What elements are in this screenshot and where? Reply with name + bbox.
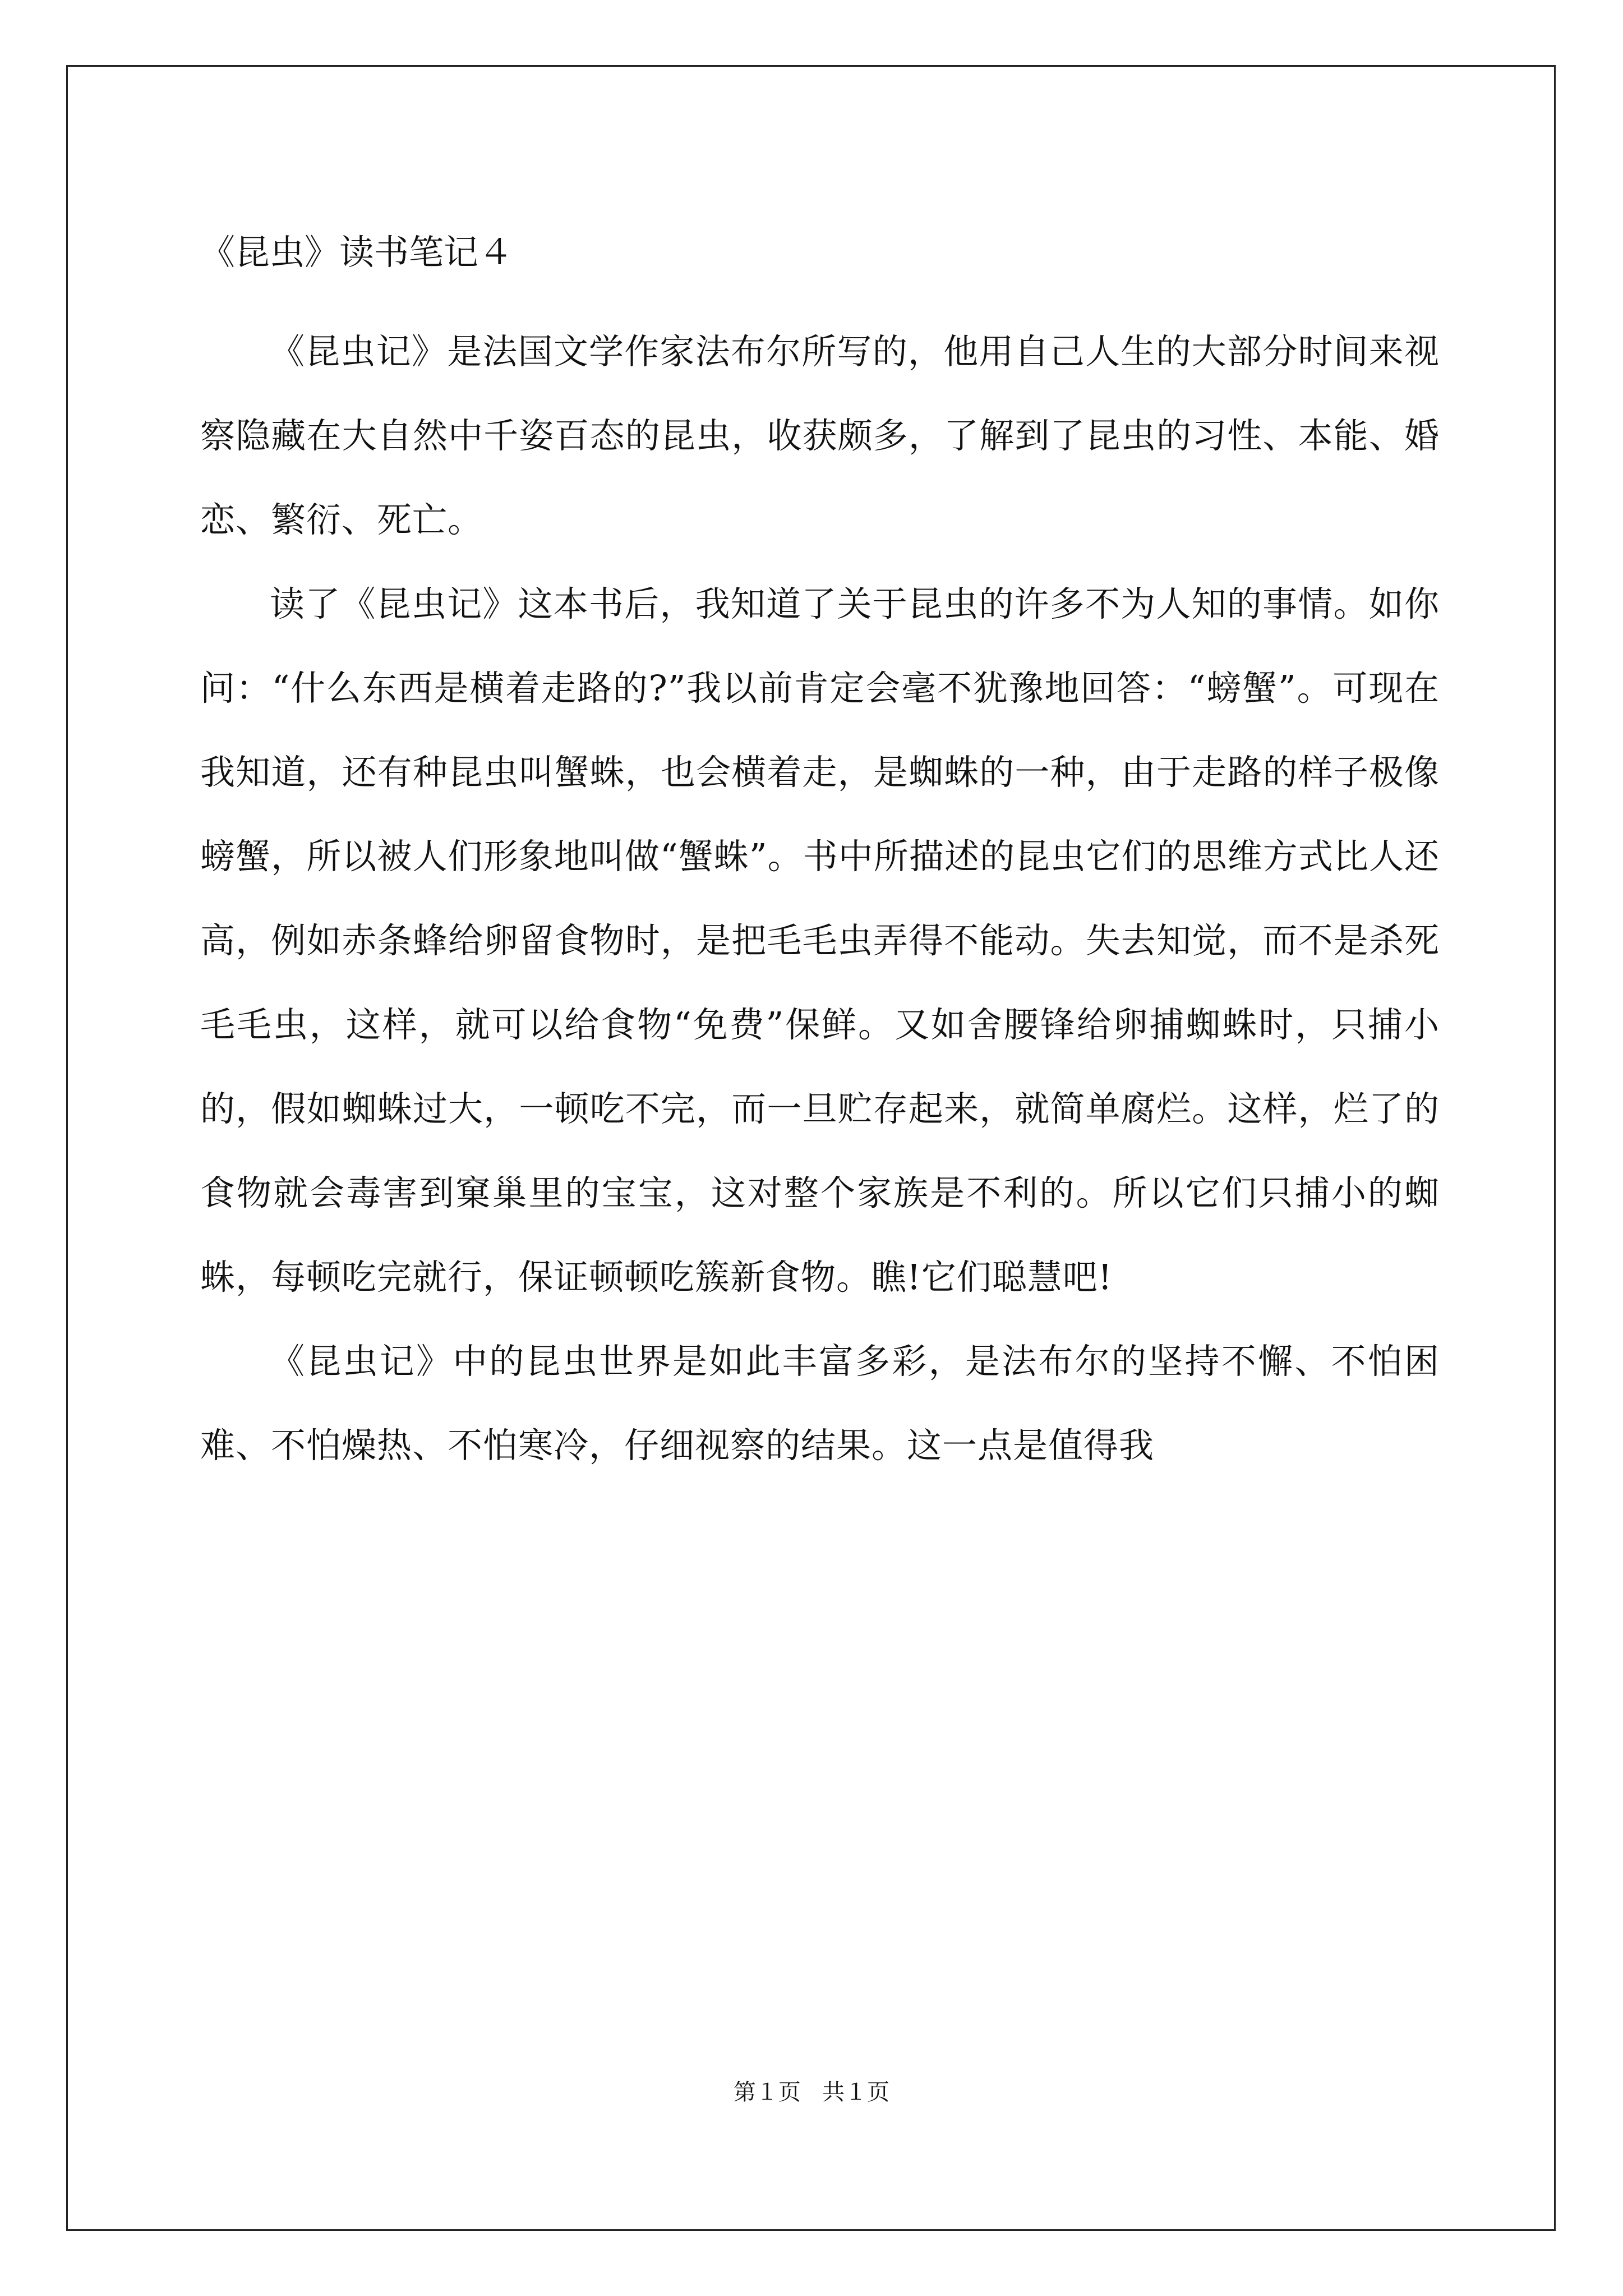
document-title: 《昆虫》读书笔记４ (200, 232, 514, 273)
page-footer: 第１页 共１页 (733, 2079, 890, 2105)
paragraph-conclusion: 《昆虫记》中的昆虫世界是如此丰富多彩，是法布尔的坚持不懈、不怕困难、不怕燥热、不怕寒冷，仔细视察的结果。这一点是值得我 (200, 1341, 1440, 1466)
document-body (200, 223, 1440, 1488)
paragraph-intro: 《昆虫记》是法国文学作家法布尔所写的，他用自己人生的大部分时间来视察隐藏在大自然中千姿百态的昆虫，收获颇多，了解到了昆虫的习性、本能、婚恋、繁衍、死亡。 (200, 331, 1440, 540)
paragraph-crab-spider: 读了《昆虫记》这本书后，我知道了关于昆虫的许多不为人知的事情。如你问：“什么东西是横着走路的?”我以前肯定会毫不犹豫地回答：“螃蟹”。可现在我知道，还有种昆虫叫蟹蛛，也会横着走，是蜘蛛的一种，由于走路的样子极像螃蟹，所以被人们形象地叫做“蟹蛛”。书中所描述的昆虫它们的思维方式比人还高，例如赤条蜂给卵留食物时，是把毛毛虫弄得不能动。失去知觉，而不是杀死毛毛虫，这样，就可以给食物“免费”保鲜。又如舍腰锋给卵捕蜘蛛时，只捕小的，假如蜘蛛过大，一顿吃不完，而一旦贮存起来，就简单腐烂。这样，烂了的食物就会毒害到窠巢里的宝宝，这对整个家族是不利的。所以它们只捕小的蜘蛛，每顿吃完就行，保证顿顿吃簇新食物。瞧!它们聪慧吧! (200, 583, 1440, 1297)
